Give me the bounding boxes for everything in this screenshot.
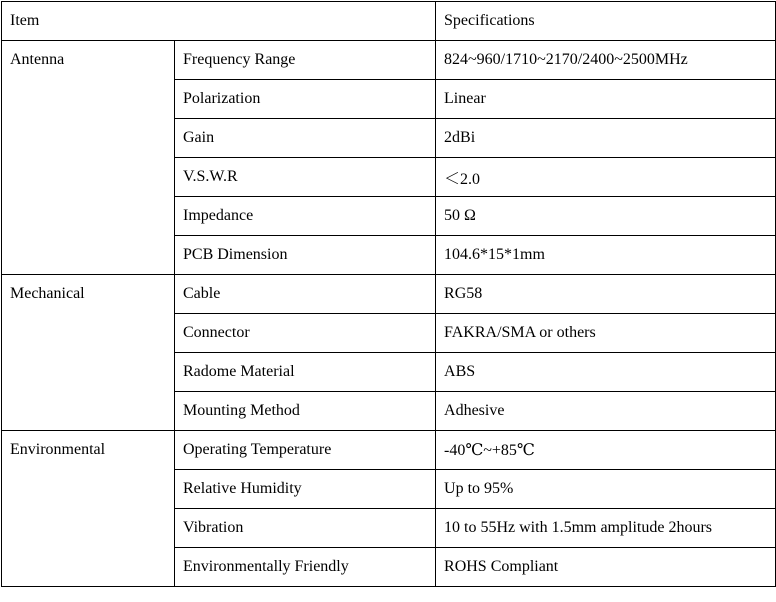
param-cell: Cable bbox=[175, 275, 436, 314]
param-cell: Connector bbox=[175, 314, 436, 353]
header-item: Item bbox=[2, 2, 436, 41]
table-body bbox=[2, 2, 776, 587]
value-cell: 824~960/1710~2170/2400~2500MHz bbox=[436, 41, 776, 80]
table-row bbox=[2, 275, 776, 314]
param-cell: PCB Dimension bbox=[175, 236, 436, 275]
value-cell: Linear bbox=[436, 80, 776, 119]
param-cell: Operating Temperature bbox=[175, 431, 436, 470]
specification-table bbox=[1, 1, 776, 587]
param-cell: Frequency Range bbox=[175, 41, 436, 80]
value-cell: 104.6*15*1mm bbox=[436, 236, 776, 275]
value-cell: ROHS Compliant bbox=[436, 548, 776, 587]
value-cell: 10 to 55Hz with 1.5mm amplitude 2hours bbox=[436, 509, 776, 548]
param-cell: Mounting Method bbox=[175, 392, 436, 431]
table-row bbox=[2, 431, 776, 470]
value-cell: 2dBi bbox=[436, 119, 776, 158]
param-cell: V.S.W.R bbox=[175, 158, 436, 197]
header-row bbox=[2, 2, 776, 41]
value-cell: 50 Ω bbox=[436, 197, 776, 236]
param-cell: Relative Humidity bbox=[175, 470, 436, 509]
table-row bbox=[2, 41, 776, 80]
value-cell: RG58 bbox=[436, 275, 776, 314]
value-cell: Adhesive bbox=[436, 392, 776, 431]
header-specifications: Specifications bbox=[436, 2, 776, 41]
group-label-antenna: Antenna bbox=[2, 41, 175, 275]
group-label-mechanical: Mechanical bbox=[2, 275, 175, 431]
param-cell: Vibration bbox=[175, 509, 436, 548]
value-cell: ABS bbox=[436, 353, 776, 392]
value-cell: ＜2.0 bbox=[436, 158, 776, 197]
param-cell: Polarization bbox=[175, 80, 436, 119]
param-cell: Radome Material bbox=[175, 353, 436, 392]
param-cell: Impedance bbox=[175, 197, 436, 236]
value-cell: -40℃~+85℃ bbox=[436, 431, 776, 470]
param-cell: Environmentally Friendly bbox=[175, 548, 436, 587]
param-cell: Gain bbox=[175, 119, 436, 158]
value-cell: FAKRA/SMA or others bbox=[436, 314, 776, 353]
value-cell: Up to 95% bbox=[436, 470, 776, 509]
group-label-environmental: Environmental bbox=[2, 431, 175, 587]
